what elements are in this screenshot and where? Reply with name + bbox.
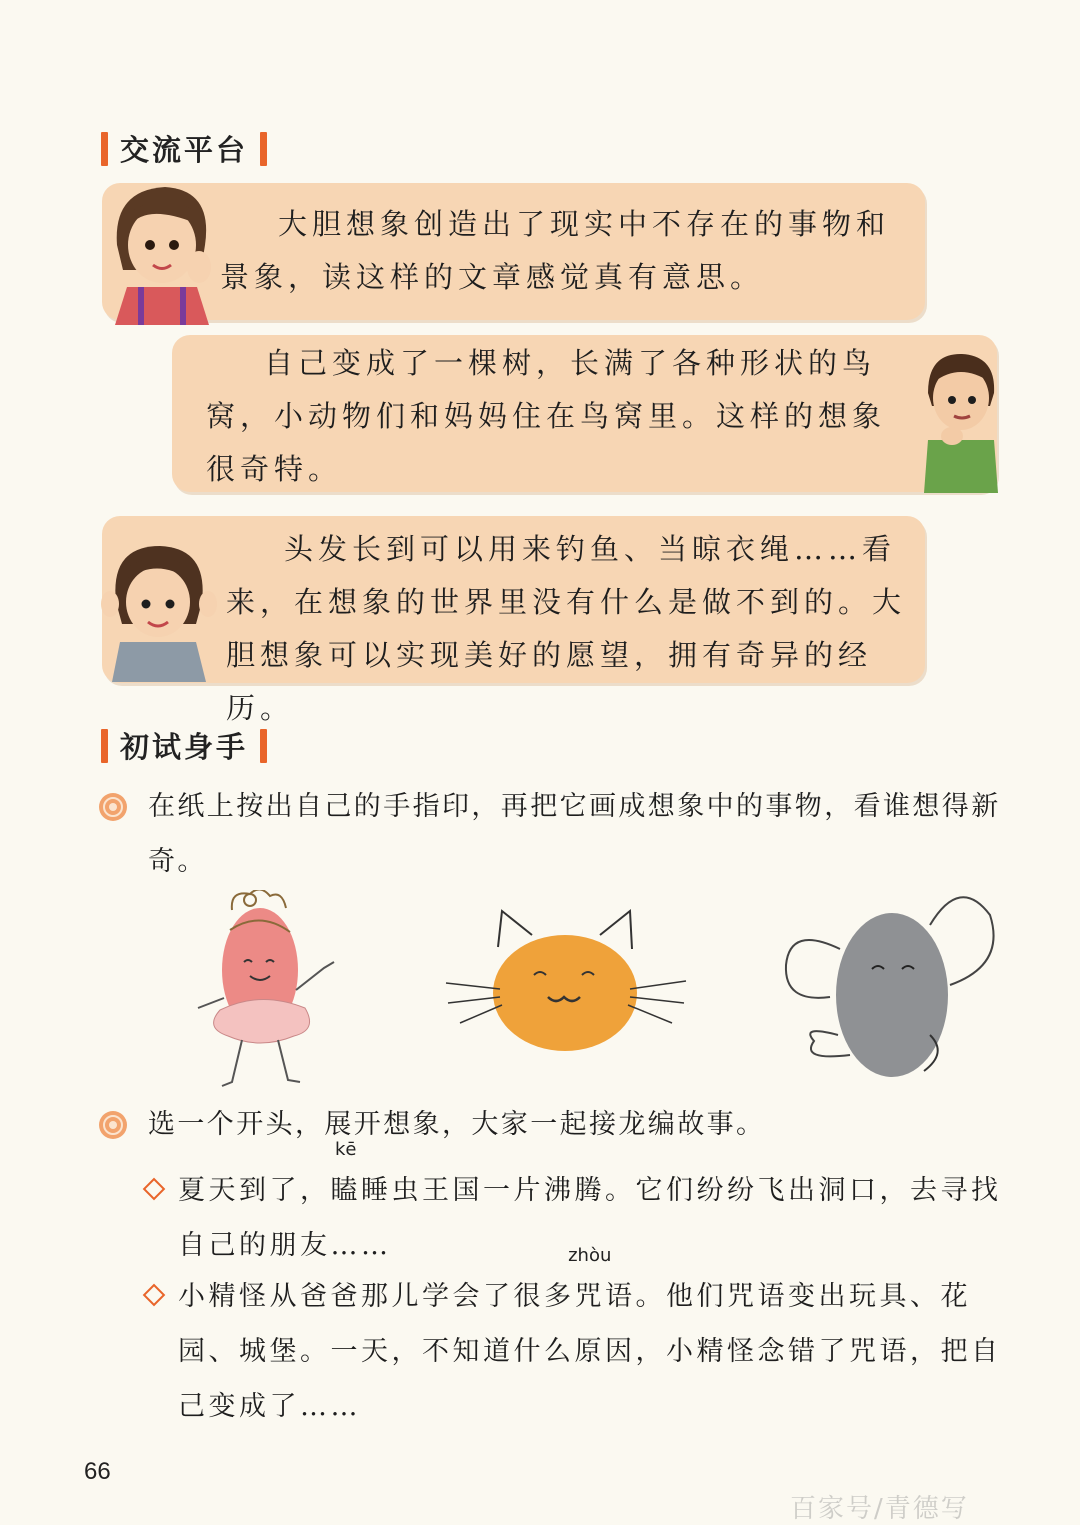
activity-text: 在纸上按出自己的手指印，再把它画成想象中的事物，看谁想得新奇。	[148, 791, 1001, 877]
pinyin-annotation: zhòu	[568, 1245, 612, 1266]
orange-flower-icon	[98, 792, 128, 822]
section-heading-exchange	[101, 128, 267, 169]
girl-avatar-icon	[98, 540, 220, 682]
heading-bar-right	[260, 729, 267, 763]
watermark: 百家号/青德写	[790, 1494, 969, 1524]
ruby-character	[330, 1139, 362, 1218]
pinyin-annotation: kē	[335, 1139, 357, 1160]
ruby-base: 咒	[574, 1281, 605, 1312]
page-number: 66	[84, 1458, 111, 1485]
option-text-part: 小精怪从爸爸那儿学会了很多	[178, 1281, 575, 1312]
bubble-text: 大胆想象创造出了现实中不存在的事物和景象，读这样的文章感觉真有意思。	[220, 207, 891, 294]
orange-flower-icon	[98, 1110, 128, 1140]
option-text-part: 夏天到了，	[178, 1175, 331, 1206]
fingerprint-cat-icon	[440, 905, 690, 1065]
heading-bar-left	[101, 132, 108, 166]
ruby-character	[568, 1245, 612, 1324]
section-title: 交流平台	[120, 133, 249, 167]
activity-text: 选一个开头，展开想象，大家一起接龙编故事。	[148, 1109, 766, 1140]
section-title: 初试身手	[120, 730, 249, 764]
boy-avatar-icon	[920, 348, 1000, 493]
section-heading-practice	[101, 725, 267, 766]
diamond-icon	[143, 1178, 166, 1201]
option-text	[178, 1245, 1018, 1434]
diamond-icon	[143, 1284, 166, 1307]
option-text-part: 语。他们咒语变出玩具、花园、城堡。一天，不知道什么原因，小精怪念错了咒语，把自己变成了……	[178, 1281, 1002, 1422]
speech-bubble	[172, 335, 997, 492]
speech-bubble	[102, 183, 925, 320]
girl-avatar-icon	[105, 175, 220, 325]
fingerprint-elephant-icon	[780, 885, 1000, 1085]
bubble-text: 自己变成了一棵树，长满了各种形状的鸟窝，小动物们和妈妈住在鸟窝里。这样的想象很奇特。	[206, 346, 887, 486]
option-text-part: 睡虫王国一片沸腾。它们纷纷飞出洞口，去寻找自己的朋友……	[178, 1175, 1002, 1261]
heading-bar-right	[260, 132, 267, 166]
fingerprint-girl-icon	[190, 890, 350, 1100]
speech-bubble	[102, 516, 925, 725]
heading-bar-left	[101, 729, 108, 763]
bubble-text: 头发长到可以用来钓鱼、当晾衣绳……看来，在想象的世界里没有什么是做不到的。大胆想象可以实现美好的愿望，拥有奇异的经历。	[226, 532, 907, 725]
ruby-base: 瞌	[330, 1175, 361, 1206]
story-option	[146, 1245, 1026, 1434]
